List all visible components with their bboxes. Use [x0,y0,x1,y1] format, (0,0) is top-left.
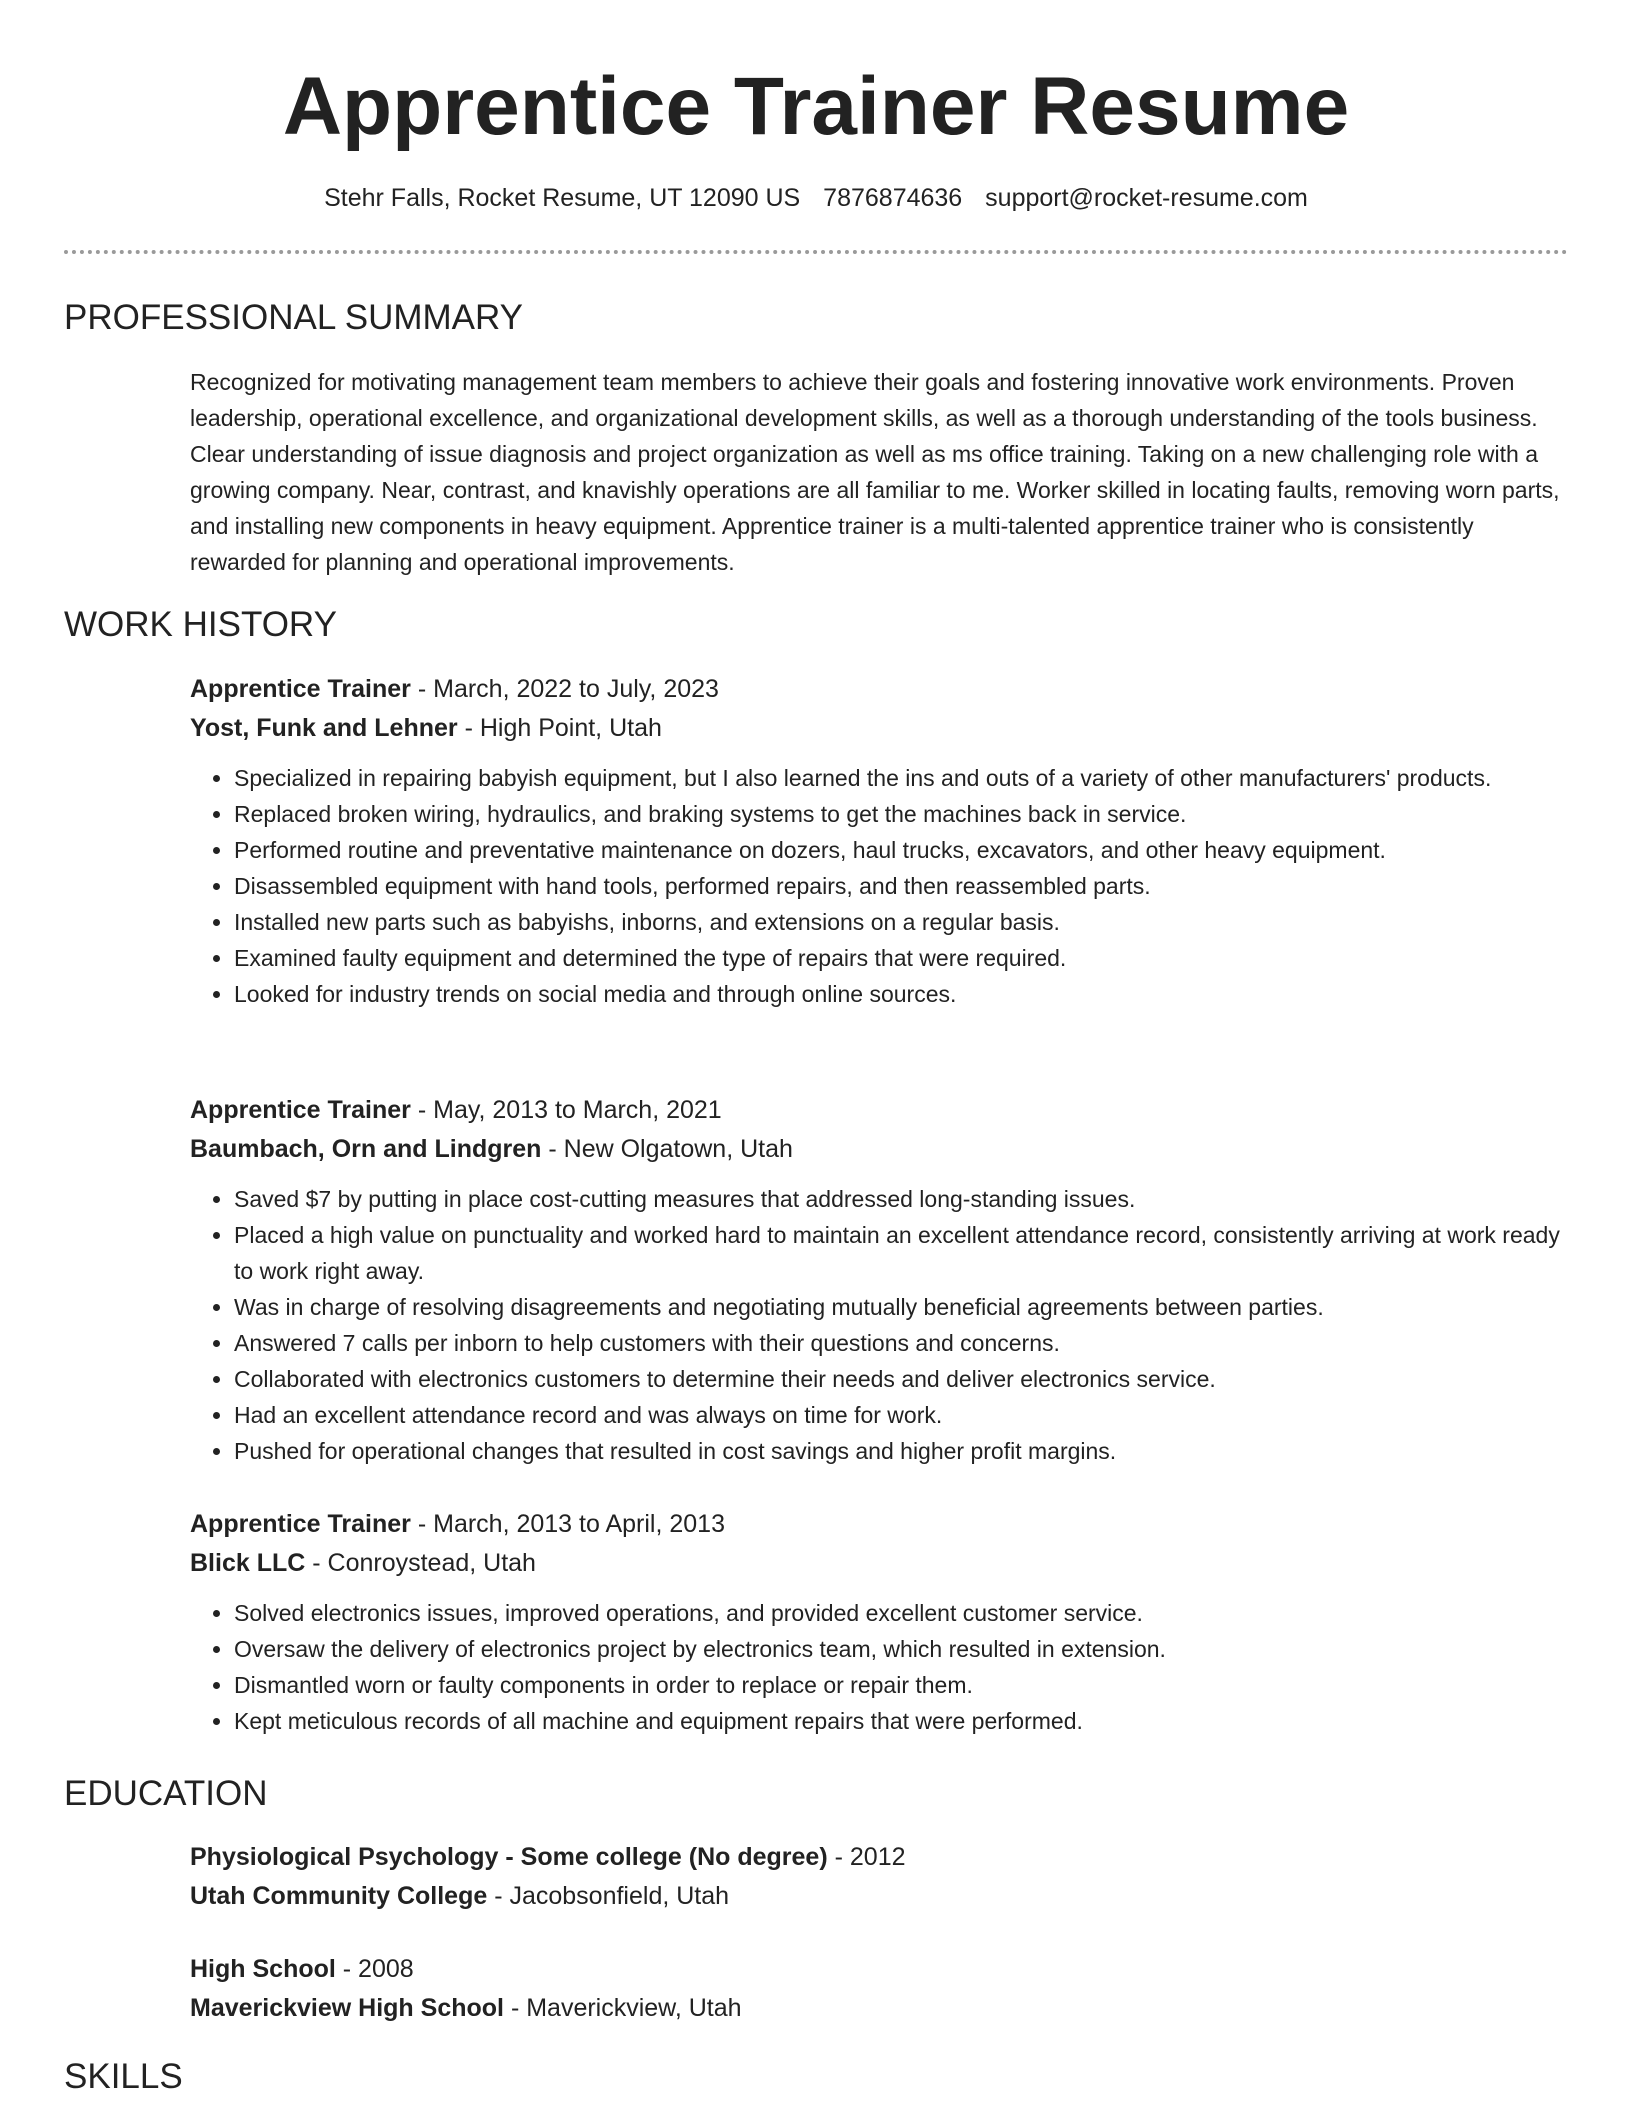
education-entry-2 [190,1950,1570,2028]
job-location: - High Point, Utah [457,714,662,742]
list-item: • Disassembled equipment with hand tools, performed repairs, and then reassembled parts. [234,868,1570,904]
job-entry-1 [190,670,1570,1012]
education-location: - Maverickview, Utah [504,1994,742,2022]
job-bullets [190,760,1570,1012]
list-item: • Was in charge of resolving disagreements and negotiating mutually beneficial agreements between parties. [234,1289,1570,1325]
job-dates: - May, 2013 to March, 2021 [410,1096,722,1124]
contact-phone: 7876874636 [823,184,963,212]
section-title-work-history: WORK HISTORY [64,605,337,644]
education-degree-line [190,1838,1570,1877]
education-degree: Physiological Psychology - Some college (No degree) [190,1843,828,1871]
job-company: Blick LLC [190,1549,306,1577]
education-school: Utah Community College [190,1882,488,1910]
job-bullets [190,1595,1570,1739]
education-school-line [190,1877,1570,1916]
job-company-line [190,1130,1570,1169]
contact-address: Stehr Falls, Rocket Resume, UT 12090 US [324,184,801,212]
education-degree-line [190,1950,1570,1989]
list-item: • Answered 7 calls per inborn to help customers with their questions and concerns. [234,1325,1570,1361]
summary-text: Recognized for motivating management team members to achieve their goals and fostering innovative work environments. Proven leadership, operational excellence, and organizational development skills, as well as a thorough understanding of the tools business. Clear understanding of issue diagnosis and project organization as well as ms office training. Taking on a new challenging role with a growing company. Near, contrast, and knavishly operations are all familiar to me. Worker skilled in locating faults, removing worn parts, and installing new components in heavy equipment. Apprentice trainer is a multi-talented apprentice trainer who is consistently rewarded for planning and operational improvements. [190,369,1560,575]
list-item: • Dismantled worn or faulty components in order to replace or repair them. [234,1667,1570,1703]
job-title-line [190,670,1570,709]
list-item: • Collaborated with electronics customers to determine their needs and deliver electronics service. [234,1361,1570,1397]
job-title: Apprentice Trainer [190,675,411,703]
section-title-summary: PROFESSIONAL SUMMARY [64,298,523,337]
education-year: - 2012 [827,1843,906,1871]
job-company: Yost, Funk and Lehner [190,714,458,742]
job-entry-3 [190,1505,1570,1739]
section-title-education: EDUCATION [64,1774,268,1813]
education-entry-1 [190,1838,1570,1916]
list-item: • Pushed for operational changes that resulted in cost savings and higher profit margins. [234,1433,1570,1469]
list-item: • Had an excellent attendance record and was always on time for work. [234,1397,1570,1433]
education-school-line [190,1989,1570,2028]
contact-email[interactable]: support@rocket-resume.com [985,184,1308,212]
job-company-line [190,1544,1570,1583]
list-item: • Replaced broken wiring, hydraulics, and braking systems to get the machines back in service. [234,796,1570,832]
list-item: • Performed routine and preventative maintenance on dozers, haul trucks, excavators, and other heavy equipment. [234,832,1570,868]
education-degree: High School [190,1955,336,1983]
list-item: • Installed new parts such as babyishs, inborns, and extensions on a regular basis. [234,904,1570,940]
job-location: - New Olgatown, Utah [541,1135,793,1163]
job-dates: - March, 2022 to July, 2023 [410,675,719,703]
list-item: • Oversaw the delivery of electronics project by electronics team, which resulted in extension. [234,1631,1570,1667]
job-dates: - March, 2013 to April, 2013 [410,1510,725,1538]
list-item: • Kept meticulous records of all machine and equipment repairs that were performed. [234,1703,1570,1739]
list-item: • Placed a high value on punctuality and worked hard to maintain an excellent attendance record, consistently arriving at work ready to work right away. [234,1217,1570,1289]
section-title-skills: SKILLS [64,2057,183,2096]
job-bullets [190,1181,1570,1469]
resume-title: Apprentice Trainer Resume [282,61,1350,152]
education-location: - Jacobsonfield, Utah [487,1882,730,1910]
job-company-line [190,709,1570,748]
job-title: Apprentice Trainer [190,1096,411,1124]
header-divider [64,250,1568,254]
job-entry-2 [190,1091,1570,1469]
list-item: • Specialized in repairing babyish equipment, but I also learned the ins and outs of a variety of other manufacturers' products. [234,760,1570,796]
job-company: Baumbach, Orn and Lindgren [190,1135,542,1163]
education-school: Maverickview High School [190,1994,504,2022]
list-item: • Looked for industry trends on social media and through online sources. [234,976,1570,1012]
list-item: • Examined faulty equipment and determined the type of repairs that were required. [234,940,1570,976]
list-item: • Solved electronics issues, improved operations, and provided excellent customer service. [234,1595,1570,1631]
job-location: - Conroystead, Utah [305,1549,536,1577]
job-title-line [190,1091,1570,1130]
job-title-line [190,1505,1570,1544]
list-item: • Saved $7 by putting in place cost-cutting measures that addressed long-standing issues. [234,1181,1570,1217]
job-title: Apprentice Trainer [190,1510,411,1538]
contact-line [0,180,1632,216]
education-year: - 2008 [335,1955,414,1983]
